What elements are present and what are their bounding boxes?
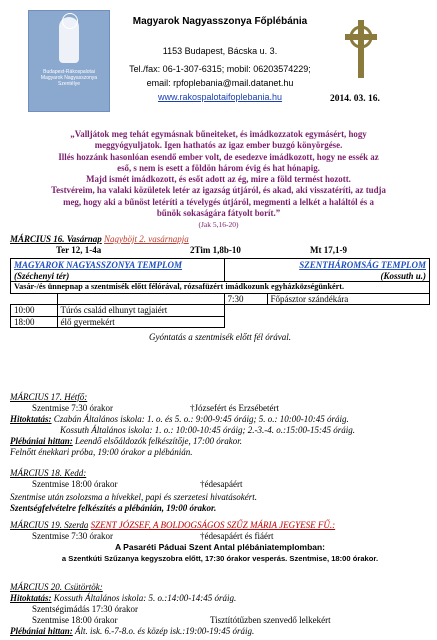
tuesday-section [10,468,430,514]
quote-source: (Jak 5,16-20) [198,220,239,230]
tuesday-line1: Szentmise után zsolozsma a hívekkel, papi és szerzetesi hivatásokért. [10,492,257,502]
monday-mass: Szentmise 7:30 órakor [32,403,113,413]
thursday-section [10,582,430,637]
parish-phone: Tel./fax: 06-1-307-6315; mobil: 06203574229; [129,64,311,74]
thursday-mass: Szentmise 18:00 órakor [32,615,118,625]
parish-website-link[interactable]: www.rakospalotaifoplebania.hu [157,92,283,102]
quote-line: meg, hogy aki a bűnöst letéríti a tévelygés útjáról, megmenti a lelkét a haláltól és a [63,196,374,207]
sunday-feast: Nagyböjt 2. vasárnapja [104,234,189,244]
thursday-hit-label: Hitoktatás: [10,593,52,603]
church1-location: (Széchenyi tér) [14,270,70,281]
quote-line: „Valljátok meg tehát egymásnak bűneiteket, és imádkozzatok egymásért, hogy [70,129,367,139]
quote-line: Testvéreim, ha valaki közületek letér az igazság útjáról, és akad, aki visszatéríti, az tudja [51,185,386,196]
parish-address: 1153 Budapest, Bácska u. 3. [162,46,278,56]
rosary-note: Vasár-/és ünnepnap a szentmisék előtt félórával, rózsafüzért imádkozunk egyházközségünkért. [11,282,430,294]
wednesday-intent: †édesapáért és fiáért [200,531,274,541]
intent-cell: élő gyermekért [57,316,224,328]
wednesday-line2b: Szentmise, 18:00 órakor. [289,554,379,563]
monday-pleb-label: Plébániai hittan: [10,436,73,446]
quote-line: Majd ismét imádkozott, és esőt adott az ég, mire a föld termést hozott. [86,174,351,185]
tuesday-title: MÁRCIUS 18. Kedd: [10,468,87,478]
intent-cell [267,305,430,317]
wednesday-title: MÁRCIUS 19. Szerda [10,520,89,530]
quote-line: eső, s nem is esett a földön három évig és hat hónapig. [117,162,320,173]
sunday-section [10,234,430,343]
church2-location: (Kossuth u.) [380,270,426,281]
scripture-quote [4,129,433,231]
madonna-figure-icon [59,17,79,63]
wednesday-feast: SZENT JÓZSEF, A BOLDOGSÁGOS SZŰZ MÁRIA JEGYESE FŰ.: [90,520,336,530]
thursday-intent: Tisztítótűzben szenvedő lelkekért [210,615,331,625]
monday-title: MÁRCIUS 17. Hétfő: [10,392,88,402]
celtic-cross-icon [342,18,380,80]
parish-email[interactable]: email: rpfoplebania@mail.datanet.hu [146,78,294,88]
church1-name: MAGYAROK NAGYASSZONYA TEMPLOM [14,260,183,270]
tuesday-mass: Szentmise 18:00 órakor [32,479,118,489]
time-cell [224,305,267,317]
intent-cell [57,293,224,305]
wednesday-line1: A Pasaréti Páduai Szent Antal plébániatemplomban: [114,542,326,552]
logo-text: Budapest-Rákospalotai Magyarok Nagyasszonya Szentélye [40,69,98,87]
header [0,0,437,115]
time-cell [224,316,267,328]
reading-1: Ter 12, 1-4a [56,245,102,255]
quote-line: meggyógyuljatok. Igen hathatós az igaz ember buzgó könyörgése. [94,140,343,151]
bulletin-date: 2014. 03. 16. [330,94,380,104]
thursday-title: MÁRCIUS 20. Csütörtök: [10,582,103,592]
time-cell: 18:00 [11,316,58,328]
parish-title: Magyarok Nagyasszonya Főplébánia [132,16,308,27]
quote-line: Illés hozzánk hasonlóan esendő ember volt, de esedezve imádkozott, hogy ne essék az [58,151,379,162]
tuesday-intent: †édesapáért [200,479,243,489]
monday-intent: †Józsefért és Erzsébetért [190,403,279,413]
table-row [11,305,430,317]
monday-hit2: Kossuth Általános iskola: 1. o.: 10:00-10:45 óráig; 2.-3.-4. o.:15:00-15:45 óráig. [60,425,355,435]
time-cell: 10:00 [11,305,58,317]
time-cell [11,293,58,305]
tuesday-line2: Szentségfelvételre felkészítés a plébánián, 19:00 órakor. [10,503,217,513]
sunday-day: MÁRCIUS 16. Vasárnap [10,234,102,244]
thursday-adoration: Szentségimádás 17:30 órakor [32,604,138,614]
parish-logo [28,10,110,112]
thursday-pleb-text: Ált. isk. 6.-7-8.o. és közép isk.:19:00-19:45 óráig. [75,626,255,636]
table-row [11,293,430,305]
intent-cell: Túrós család elhunyt tagjaiért [57,305,224,317]
thursday-pleb-label: Plébániai hittan: [10,626,73,636]
monday-pleb-text: Leendő elsőáldozók felkészítője, 17:00 órakor. [75,436,242,446]
wednesday-line2: a Szentkúti Szűzanya kegyszobra előtt, 17:30 órakor vesperás. [61,554,288,563]
sunday-schedule-table [10,258,430,328]
monday-hit1: Czabán Általános iskola: 1. o. és 5. o.: 9:00-9:45 óráig; 5. o.: 10:00-10:45 óráig. [53,414,349,424]
table-row [11,316,430,328]
monday-hit-label: Hitoktatás: [10,414,52,424]
monday-adult-choir: Felnőtt énekkari próba, 19:00 órakor a plébánián. [10,447,193,457]
confession-note: Gyóntatás a szentmisék előtt fél órával. [149,332,291,342]
monday-section [10,392,430,458]
intent-cell: Főpásztor szándékára [267,293,430,305]
reading-2: 2Tim 1,8b-10 [190,245,241,255]
quote-line: bűnök sokaságára fátyolt borít.” [156,208,281,219]
time-cell: 7:30 [224,293,267,305]
reading-3: Mt 17,1-9 [310,245,347,255]
intent-cell [267,316,430,328]
thursday-hit: Kossuth Általános iskola: 5. o.:14:00-14:45 óráig. [53,593,237,603]
wednesday-mass: Szentmise 7:30 órakor [32,531,113,541]
wednesday-section [10,520,430,564]
church2-name: SZENTHÁROMSÁG TEMPLOM [299,260,426,270]
